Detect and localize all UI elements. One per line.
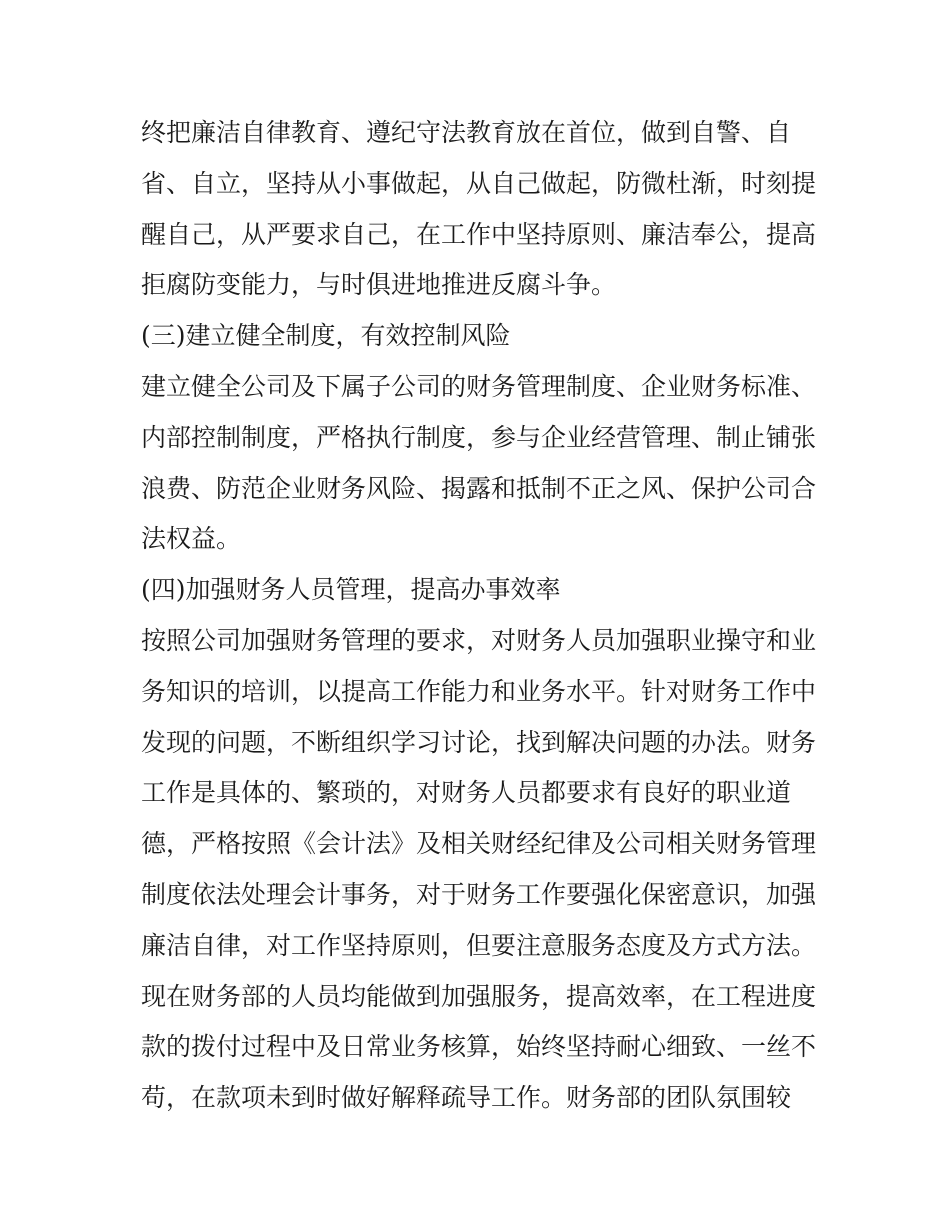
text-line: 制度依法处理会计事务，对于财务工作要强化保密意识，加强 — [141, 879, 817, 909]
text-line: 终把廉洁自律教育、遵纪守法教育放在首位，做到自警、自 — [141, 118, 792, 147]
text-line: 省、自立，坚持从小事做起，从自己做起，防微杜渐，时刻提 — [141, 168, 817, 198]
text-line: 工作是具体的、繁琐的，对财务人员都要求有良好的职业道 — [141, 778, 792, 808]
text-line: 浪费、防范企业财务风险、揭露和抵制不正之风、保护公司合 — [141, 473, 817, 503]
text-line: 德，严格按照《会计法》及相关财经纪律及公司相关财务管理 — [141, 829, 817, 859]
text-line: 建立健全公司及下属子公司的财务管理制度、企业财务标准、 — [141, 371, 817, 401]
text-line: 苟，在款项未到时做好解释疏导工作。财务部的团队氛围较 — [141, 1083, 792, 1113]
text-line: 拒腐防变能力，与时俱进地推进反腐斗争。 — [141, 270, 617, 300]
section-heading-3: (三)建立健全制度，有效控制风险 — [141, 321, 511, 351]
text-line: 内部控制制度，严格执行制度，参与企业经营管理、制止铺张 — [141, 422, 817, 452]
text-line: 款的拨付过程中及日常业务核算，始终坚持耐心细致、一丝不 — [141, 1032, 817, 1062]
section-heading-4: (四)加强财务人员管理，提高办事效率 — [141, 575, 561, 605]
text-line: 按照公司加强财务管理的要求，对财务人员加强职业操守和业 — [141, 625, 817, 655]
text-line: 发现的问题，不断组织学习讨论，找到解决问题的办法。财务 — [141, 727, 817, 757]
text-line: 法权益。 — [141, 524, 242, 554]
text-line: 廉洁自律，对工作坚持原则，但要注意服务态度及方式方法。 — [141, 930, 817, 960]
text-line: 醒自己，从严要求自己，在工作中坚持原则、廉洁奉公，提高 — [141, 219, 817, 249]
document-body — [141, 108, 821, 1124]
text-line: 务知识的培训，以提高工作能力和业务水平。针对财务工作中 — [141, 676, 817, 706]
text-line: 现在财务部的人员均能做到加强服务，提高效率，在工程进度 — [141, 981, 817, 1011]
